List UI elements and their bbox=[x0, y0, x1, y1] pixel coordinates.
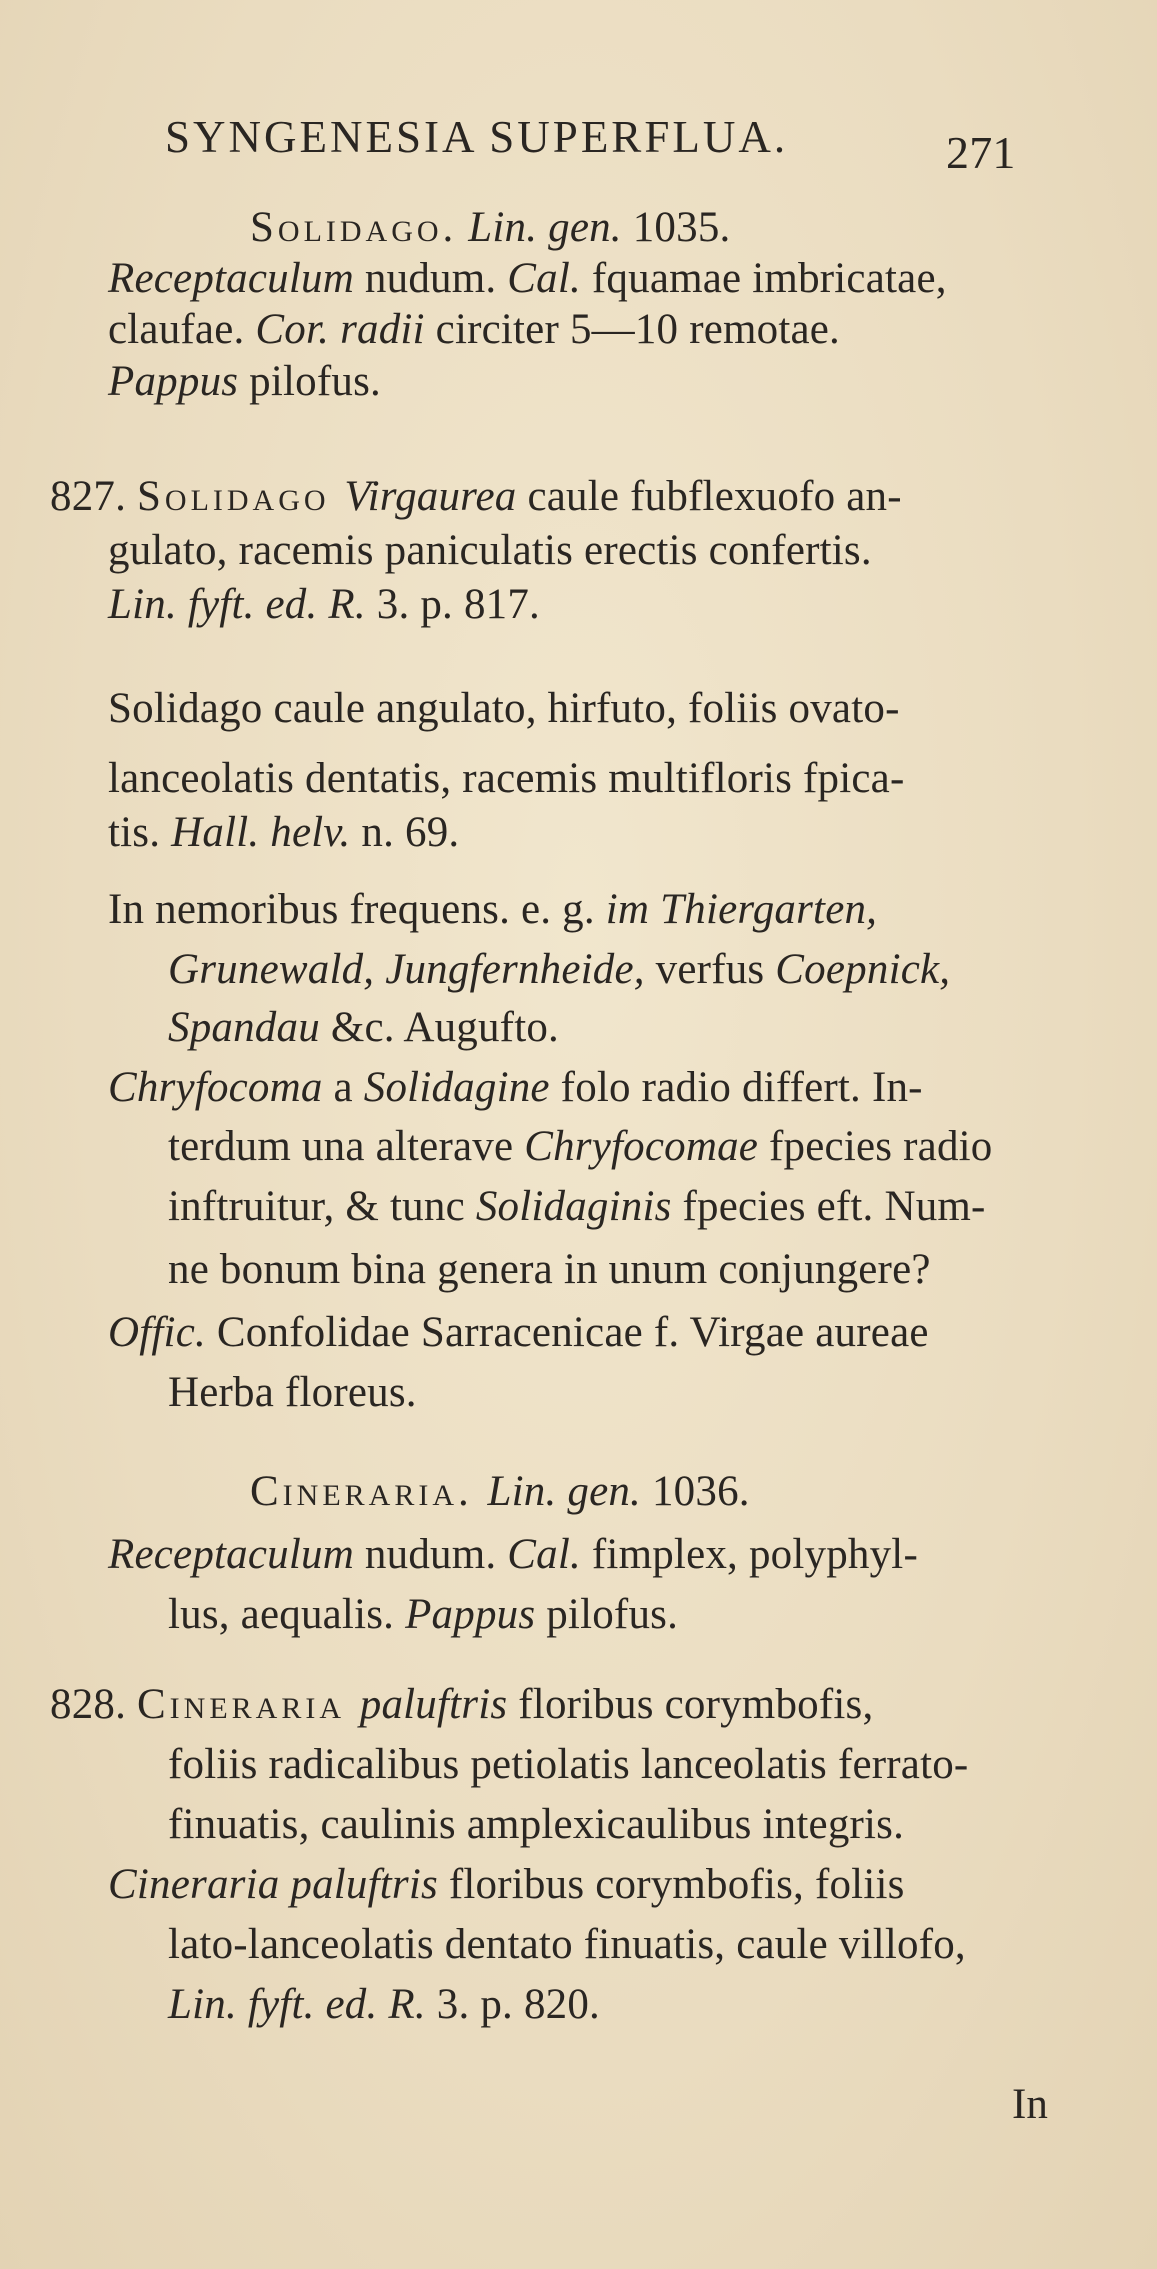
solidago-genus-line-2: Receptaculum nudum. Cal. fquamae imbricatae, bbox=[108, 255, 947, 302]
entry-827-line-1: 827. Solidago Virgaurea caule fubflexuofo an- bbox=[50, 473, 902, 520]
solidago-genus-line-4: Pappus pilofus. bbox=[108, 358, 381, 405]
entry-828-line-5: lato-lanceolatis dentato finuatis, caule villofo, bbox=[168, 1921, 966, 1968]
entry-827-line-4: Solidago caule angulato, hirfuto, foliis ovato- bbox=[108, 685, 900, 732]
entry-827-line-3: Lin. fyft. ed. R. 3. p. 817. bbox=[108, 581, 540, 628]
entry-828-line-6: Lin. fyft. ed. R. 3. p. 820. bbox=[168, 1981, 600, 2028]
entry-827-line-14: Offic. Confolidae Sarracenicae f. Virgae aureae bbox=[108, 1309, 929, 1356]
entry-827-line-7: In nemoribus frequens. e. g. im Thiergarten, bbox=[108, 886, 878, 933]
cineraria-genus-line-3: lus, aequalis. Pappus pilofus. bbox=[168, 1591, 679, 1638]
entry-828-line-3: finuatis, caulinis amplexicaulibus integris. bbox=[168, 1801, 905, 1848]
entry-827-line-5: lanceolatis dentatis, racemis multifloris fpica- bbox=[108, 755, 905, 802]
entry-828-line-2: foliis radicalibus petiolatis lanceolatis ferrato- bbox=[168, 1741, 969, 1788]
entry-827-line-6: tis. Hall. helv. n. 69. bbox=[108, 809, 460, 856]
cineraria-genus-line-1: Cineraria. Lin. gen. 1036. bbox=[250, 1468, 750, 1515]
entry-827-line-2: gulato, racemis paniculatis erectis confertis. bbox=[108, 527, 872, 574]
running-title: SYNGENESIA SUPERFLUA. bbox=[165, 112, 789, 162]
catchword: In bbox=[1012, 2081, 1048, 2128]
entry-827-line-11: terdum una alterave Chryfocomae fpecies radio bbox=[168, 1123, 993, 1170]
cineraria-genus-line-2: Receptaculum nudum. Cal. fimplex, polyphyl- bbox=[108, 1531, 918, 1578]
solidago-genus-line-3: claufae. Cor. radii circiter 5—10 remotae. bbox=[108, 306, 841, 353]
page-number: 271 bbox=[946, 127, 1016, 178]
solidago-genus-line-1: Solidago. Lin. gen. 1035. bbox=[250, 204, 731, 251]
entry-828-line-1: 828. Cineraria paluftris floribus corymbofis, bbox=[50, 1681, 874, 1728]
entry-827-line-15: Herba floreus. bbox=[168, 1369, 417, 1416]
entry-827-line-13: ne bonum bina genera in unum conjungere? bbox=[168, 1246, 931, 1293]
entry-827-line-9: Spandau &c. Augufto. bbox=[168, 1004, 559, 1051]
entry-827-line-8: Grunewald, Jungfernheide, verfus Coepnick, bbox=[168, 946, 951, 993]
entry-827-line-12: inftruitur, & tunc Solidaginis fpecies eft. Num- bbox=[168, 1183, 986, 1230]
entry-827-line-10: Chryfocoma a Solidagine folo radio differt. In- bbox=[108, 1064, 923, 1111]
entry-828-line-4: Cineraria paluftris floribus corymbofis, foliis bbox=[108, 1861, 905, 1908]
